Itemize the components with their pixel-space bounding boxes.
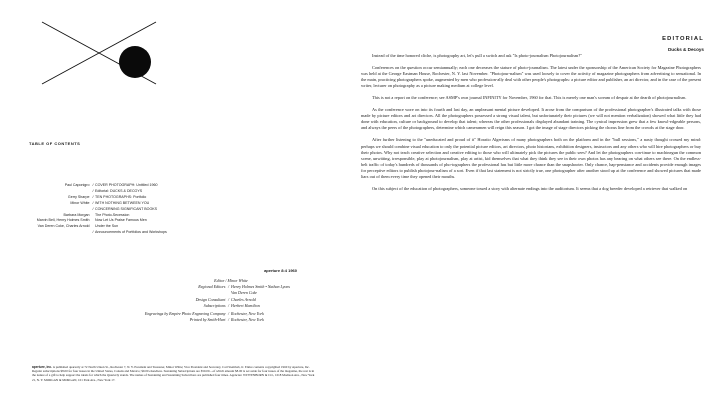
masthead-label: Subscriptions <box>203 302 226 308</box>
paragraph: As the conference wore on into its fourth and last day, an unpleasant mental picture developed. It arose from the comparison of the professional photographer's illustrated talks with those made by picture editors and art directors. All the photographers possessed a strong visual talent, but unfortunately their pictures (we will not mention verbalization) showed what little they had done with education, culture or background to develop that talent; whereas the other professionals displayed abundant training. The cynical impression grew that a few knowl-edgeable persons, and always the peers of the photographers, determine which cameramen will reign this season. I got the image of stage directors picking the chorus line from the crowds at the stage door. <box>361 107 701 131</box>
issue-title: aperture 8:4 1960 <box>264 268 297 273</box>
masthead-label: Regional Editors <box>198 284 226 290</box>
toc-item: WITH NOTHING BETWEEN YOU <box>95 200 150 205</box>
publisher-name: aperture, inc. <box>32 365 53 369</box>
paragraph: Conferences on the question occur semiannually; each one decreases the stature of photo-journalism. The latest under the sponsorship of the American Society for Magazine Photographers was held at the George Eastman House, Rochester, N. Y. last November. "Photojour-nalism" was used loosely to cover the activity of magazine photographers from advertising to sensational. In the main, practicing photographers spoke, augmented by men who profession-ally deal with other people's photographs: a picture editor and publisher, an art director, and in the case of the present writer, lecturer on photography as a picture making medium at college level. <box>361 65 701 89</box>
paragraph: This is not a report on the conference; see ASMP's own journal INFINITY for November, 1960 for that. This is merely one man's scream of despair at the dearth of photojournalism. <box>372 95 687 101</box>
editorial-title: Ducks & Decoys <box>667 47 704 52</box>
left-page <box>0 0 357 420</box>
toc-reviewer: Barbara Morgan <box>63 212 90 217</box>
toc-item: COVER PHOTOGRAPH: Untitled 1960 <box>95 183 158 188</box>
toc-reviewer: Van Deren Coke, Charles Arnold <box>37 224 90 229</box>
paragraph: After further listening to the "uneducated and proud of it" Horatio Algerisms of many photographers both on the platform and in the "bull sessions," a nasty thought crossed my mind: perhaps we should combine visual education to only the potential picture editors, art directors, photo historians, exhibition designers, instructors and any others who will hire photographers or buy their photos. Why not teach creative selection and creative editing to those who will ultimately pick the pictures the public sees? And let the photographers con-tinue to machinegun the common scene, unwitting, irresponsible, play at photojournalism, play at artist, kid themselves that what they think they see in their own photos has any bearing on what others see there. On the endless-belt traffic of today's hundreds of thousands of pho-tographers the professional has but little more chance than the snapshooter. Only chance, hap-penstance and accidents provide enough images for perceptive editors to publish photojour-nalism of a sort. Even if that last statement is not strictly true, one photographer after another stood up at the conference and showed pictures that made liars out of them every time they opened their mouths. <box>361 137 701 179</box>
masthead-value: Herbert Hamilton <box>231 302 260 308</box>
table-of-contents <box>10 183 230 236</box>
toc-separator: / <box>92 206 94 211</box>
masthead-value: Rochester, New York <box>231 317 264 323</box>
toc-book-title: Under the Sun <box>95 224 119 229</box>
masthead-value: Editor / Minor White <box>214 278 248 284</box>
masthead-value: Charles Arnold <box>231 296 256 302</box>
toc-contributor: Minor White <box>70 200 90 205</box>
toc-separator: / <box>92 200 94 205</box>
masthead-value: Henry Holmes Smith • Nathan Lyons <box>231 284 290 290</box>
toc-separator: / <box>92 194 94 199</box>
toc-separator: / <box>92 183 94 188</box>
toc-book-title: Now Let Us Praise Famous Men <box>95 218 147 223</box>
right-page <box>357 0 726 420</box>
section-label: EDITORIAL <box>662 36 704 42</box>
toc-item: Editorial: DUCKS & DECOYS <box>95 189 143 194</box>
toc-contributor: Gerry Sharpe <box>67 194 90 199</box>
masthead-separator: / <box>227 311 230 317</box>
toc-book-title: The Photo-Secession <box>95 212 130 217</box>
toc-item: TEN PHOTOGRAPHS: Portfolio <box>95 194 147 199</box>
toc-separator: / <box>92 230 94 235</box>
toc-entry <box>10 230 230 236</box>
publication-notice-text: is published quarterly at 72 North Union St., Rochester 7, N. Y. President and Treasurer, Minor White; Vice President and Secretary, Carl Siembab, Jr. Entire contents copyrighted 1960 by Aperture, Inc. Regular subscriptions $8.00 for four issues in the United States, Canada and Mexico; $9.00 elsewhere. Sustaining Subscriptions are $50.00—of which amount $8.00 is set aside for four issues of the magazine, the rest is in the nature of a gift to help support the ideals for which the Quarterly stands. The names of Sustaining and Sustaining Subscribers are published four times. Agencies: WITTENBORN & CO., 1018 Madison Ave., New York 21, N. Y. MORGAN & MORGAN, 101 Park Ave., New York 17. <box>32 365 315 382</box>
masthead-value: Rochester, New York <box>231 311 264 317</box>
toc-contributor: Paul Caponigro <box>64 183 90 188</box>
masthead-row <box>149 317 339 323</box>
toc-title: TABLE OF CONTENTS <box>29 141 81 146</box>
publication-notice <box>32 365 318 382</box>
aperture-logo <box>34 14 164 104</box>
masthead-separator: / <box>227 284 230 290</box>
masthead-label: Design Consultant <box>195 296 226 302</box>
editorial-body <box>361 53 701 198</box>
toc-separator: / <box>92 189 94 194</box>
paragraph: Instead of the time honored cliche, is photography art, let's pull a switch and ask "Is photo-journalism Photojournalism?" <box>372 53 583 58</box>
toc-reviewer: Marvin Bell, Henry Holmes Smith <box>36 218 90 223</box>
paragraph: On this subject of the education of photographers, someone tossed a story with alternate endings into the auditorium. It seems that a dog breeder developed a retriever that walked on <box>372 185 688 191</box>
toc-item: CONCERNING SIGNIFICANT BOOKS <box>95 206 158 211</box>
masthead-separator: / <box>227 302 230 308</box>
toc-item: Announcements of Portfolios and Workshops <box>95 230 167 235</box>
masthead-label: Engravings by Empire Photo Engraving Company <box>144 311 226 317</box>
masthead-label: Printed by Smith-Hart <box>189 317 226 323</box>
masthead <box>144 268 339 323</box>
masthead-separator: / <box>227 296 230 302</box>
masthead-value: Van Deren Coke <box>231 290 258 296</box>
masthead-separator: / <box>227 317 230 323</box>
